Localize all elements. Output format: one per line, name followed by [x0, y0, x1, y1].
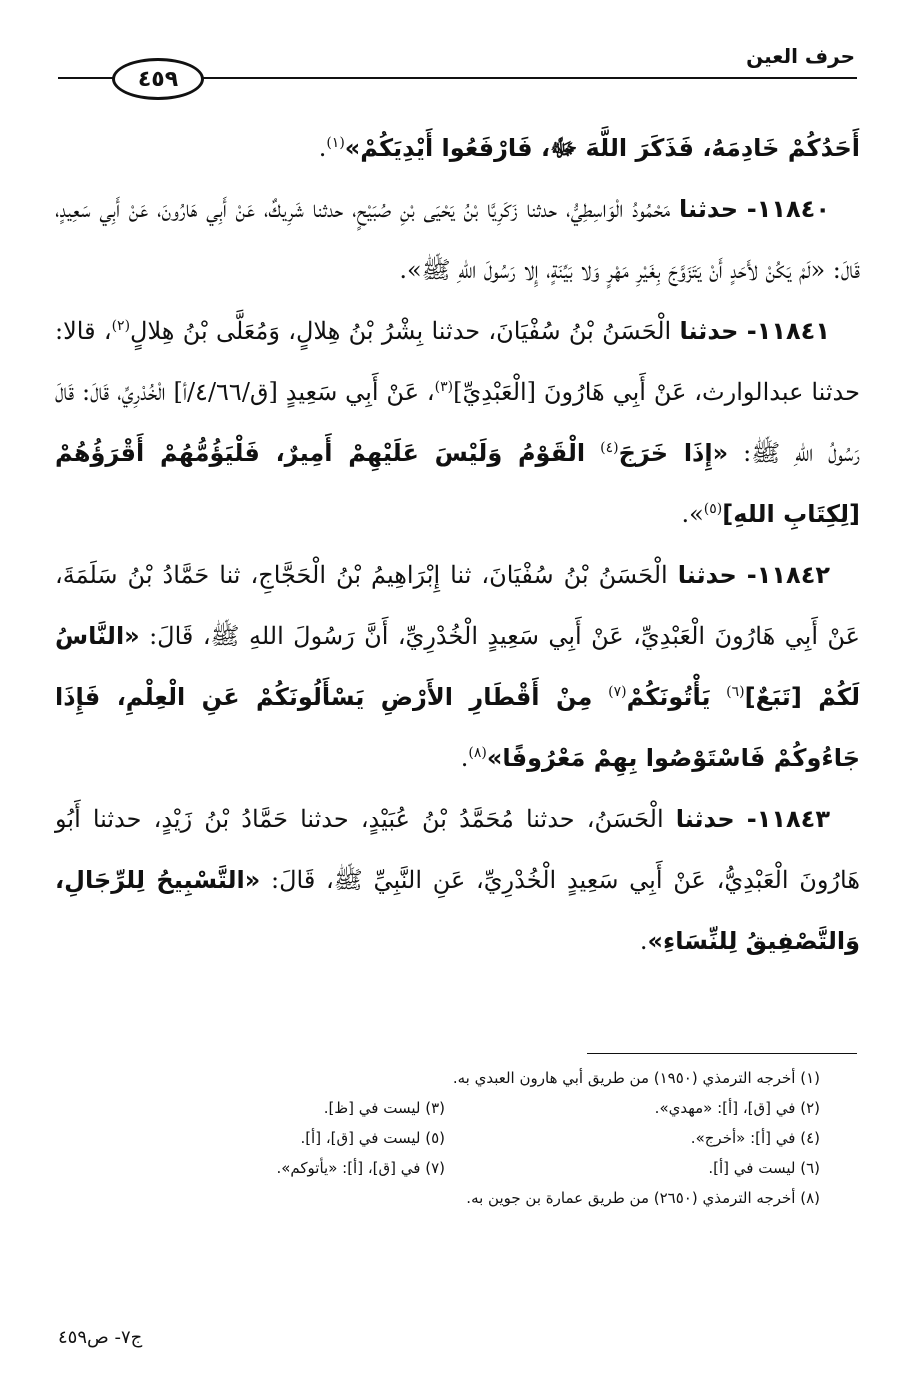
footnote-3: (٣) ليست في [ظ].: [323, 1099, 445, 1117]
hadith-11841: [55, 301, 860, 545]
hadith-matn: «التَّسْبِيحُ لِلرِّجَالِ، وَالتَّصْفِيقُ لِلنِّسَاءِ»: [55, 866, 860, 955]
hadith-11843: [55, 789, 860, 972]
hadith-text: الْحَسَنُ، حدثنا مُحَمَّدُ بْنُ عُبَيْدٍ، حدثنا حَمَّادُ بْنُ زَيْدٍ، حدثنا أَبُو هَارُونَ الْعَبْدِيُّ، عَنْ أَبِي سَعِيدٍ الْخُدْرِيِّ، عَنِ النَّبِيِّ ﷺ، قَالَ:: [55, 805, 860, 894]
footnote-7: (٧) في [ق]، [أ]: «يأتوكم».: [276, 1159, 445, 1177]
footnote-1: (١) أخرجه الترمذي (١٩٥٠) من طريق أبي هارون العبدي به.: [452, 1069, 820, 1087]
hadith-text: أَحَدُكُمْ خَادِمَهُ، فَذَكَرَ اللَّهَ ﷻ، فَارْفَعُوا أَيْدِيَكُمْ»: [344, 134, 860, 162]
footnote-rule: [587, 1053, 857, 1054]
page-number: ٤٥٩: [137, 66, 179, 92]
hadith-number: ١١٨٤١-: [746, 317, 830, 345]
page-number-badge: [112, 58, 204, 100]
volume-page-reference: ج٧- ص٤٥٩: [58, 1327, 143, 1348]
hadith-text: الْحَسَنُ بْنُ سُفْيَانَ، ثنا إِبْرَاهِيمُ بْنُ الْحَجَّاجِ، ثنا حَمَّادُ بْنُ سَلَمَةَ، عَنْ أَبِي هَارُونَ الْعَبْدِيِّ، عَنْ أَبِي سَعِيدٍ الْخُدْرِيِّ، أَنَّ رَسُولَ اللهِ ﷺ، قَالَ:: [55, 561, 860, 650]
hadith-text: الْحَسَنُ بْنُ سُفْيَانَ، حدثنا بِشْرُ بْنُ هِلالٍ، وَمُعَلَّى بْنُ هِلالٍ: [130, 317, 672, 345]
footnote-5: (٥) ليست في [ق]، [أ].: [300, 1129, 445, 1147]
hadith-matn: «إِذَا خَرَجَ: [618, 439, 729, 467]
hadith-number: ١١٨٤٢-: [746, 561, 830, 589]
hadith-matn: الْقَوْمُ وَلَيْسَ عَلَيْهِمْ أَمِيرٌ، فَلْيَؤُمُّهُمْ أَقْرَؤُهُمْ [لِكِتَابِ اللهِ]: [55, 439, 860, 528]
hadith-text: مَحْمُودُ الْوَاسِطِيُّ، حدثنا زَكَرِيَّا بْنُ يَحْيَى بْنِ صُبَيْحٍ، حدثنا شَرِيكٌ، عَنْ أَبِي هَارُونَ، عَنْ أَبِي سَعِيدٍ، قَالَ: «لَمْ يَكُنْ لأَحَدٍ أَنْ يَتَزَوَّجَ بِغَيْرِ مَهْرٍ وَلا بَيِّنَةٍ، إِلا رَسُولَ اللهِ ﷺ».: [55, 195, 860, 284]
hadith-11840: [55, 179, 860, 301]
hadith-matn: مِنْ أَقْطَارِ الأَرْضِ يَسْأَلُونَكُمْ عَنِ الْعِلْمِ، فَإِذَا جَاءُوكُمْ فَاسْتَوْصُوا بِهِمْ مَعْرُوفًا»: [55, 683, 860, 772]
footnote-ref: (٥): [703, 501, 723, 517]
hadith-lead: حدثنا: [677, 561, 737, 589]
footnote-ref: (٣): [434, 379, 454, 395]
hadith-lead: حدثنا: [675, 805, 735, 833]
hadith-number: ١١٨٤٣-: [746, 805, 830, 833]
hadith-11842: [55, 545, 860, 789]
punctuation: ».: [681, 500, 704, 528]
footnote-ref: (٨): [468, 745, 487, 761]
footnotes: [70, 1063, 820, 1213]
footnote-4: (٤) في [أ]: «أخرج».: [690, 1129, 820, 1147]
hadith-matn: يَأْتُونَكُمْ: [626, 683, 711, 711]
hadith-lead: حدثنا: [679, 317, 739, 345]
hadith-lead: حدثنا: [679, 195, 738, 223]
footnote-ref: (٢): [111, 318, 131, 334]
paragraph-continuation: [55, 118, 860, 179]
footnote-ref: (١): [326, 135, 345, 151]
hadith-text: ، قالا: حدثنا عبدالوارث، عَنْ أَبِي هَارُونَ [الْعَبْدِيِّ]: [55, 317, 860, 406]
footnote-8: (٨) أخرجه الترمذي (٢٦٥٠) من طريق عمارة بن جوين به.: [466, 1189, 820, 1207]
main-text: [55, 118, 860, 972]
punctuation: .: [639, 927, 648, 955]
footnote-row: [70, 1123, 820, 1153]
footnote-ref: (٦): [726, 684, 745, 700]
hadith-matn: «النَّاسُ لَكُمْ [تَبَعٌ]: [55, 622, 860, 711]
footnote-row: [70, 1153, 820, 1183]
chapter-title: حرف العين: [746, 44, 855, 68]
punctuation: .: [460, 744, 469, 772]
hadith-number: ١١٨٤٠-: [746, 195, 830, 223]
footnote-ref: (٤): [600, 440, 619, 456]
footnote-6: (٦) ليست في [أ].: [708, 1159, 820, 1177]
hadith-text: ، عَنْ أَبِي سَعِيدٍ [ق/٤/٦٦/أ] الْخُدْرِيِّ، قَالَ: قَالَ رَسُولُ اللهِ ﷺ:: [55, 378, 860, 467]
punctuation: .: [318, 134, 327, 162]
footnote-row: [70, 1093, 820, 1123]
footnote-ref: (٧): [608, 684, 627, 700]
footnote-2: (٢) في [ق]، [أ]: «مهدي».: [654, 1099, 820, 1117]
